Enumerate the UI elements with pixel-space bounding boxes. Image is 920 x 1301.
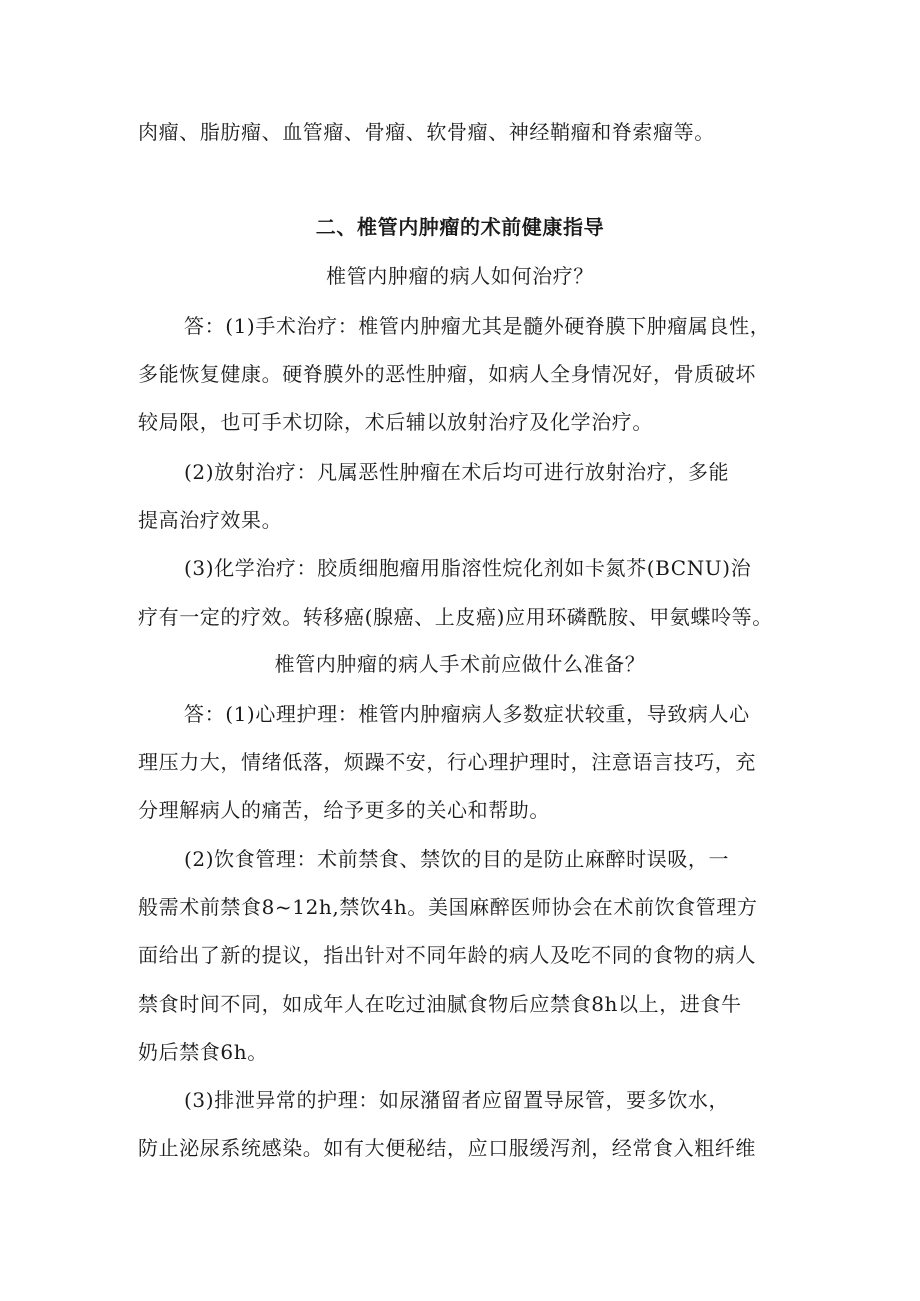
- q2-answer-2-line-2: 般需术前禁食8~12h,禁饮4h。美国麻醉医师协会在术前饮食管理方: [138, 895, 758, 919]
- q1-answer-1-line-2: 多能恢复健康。硬脊膜外的恶性肿瘤，如病人全身情况好，骨质破坏: [138, 362, 756, 386]
- q2-answer-2-line-1: (2)饮食管理：术前禁食、禁饮的目的是防止麻醉时误吸，一: [184, 847, 730, 871]
- q2-answer-2-line-3: 面给出了新的提议，指出针对不同年龄的病人及吃不同的食物的病人: [138, 943, 756, 967]
- q2-answer-3-line-1: (3)排泄异常的护理：如尿潴留者应留置导尿管，要多饮水，: [184, 1088, 730, 1112]
- q2-answer-1-line-3: 分理解病人的痛苦，给予更多的关心和帮助。: [138, 798, 550, 822]
- q1-answer-3-line-2: 疗有一定的疗效。转移癌(腺癌、上皮癌)应用环磷酰胺、甲氨蝶呤等。: [138, 605, 773, 629]
- q2-answer-2-line-4: 禁食时间不同，如成年人在吃过油腻食物后应禁食8h以上，进食牛: [138, 992, 742, 1016]
- q2-answer-1-line-1: 答：(1)心理护理：椎管内肿瘤病人多数症状较重，导致病人心: [184, 702, 750, 726]
- section-title: 二、椎管内肿瘤的术前健康指导: [315, 215, 605, 239]
- q1-answer-2-line-2: 提高治疗效果。: [138, 508, 283, 532]
- question-2: 椎管内肿瘤的病人手术前应做什么准备？: [274, 652, 646, 676]
- q1-answer-3-line-1: (3)化学治疗：胶质细胞瘤用脂溶性烷化剂如卡氮芥(BCNU)治: [184, 556, 752, 580]
- q1-answer-1-line-3: 较局限，也可手术切除，术后辅以放射治疗及化学治疗。: [138, 410, 653, 434]
- q2-answer-3-line-2: 防止泌尿系统感染。如有大便秘结，应口服缓泻剂，经常食入粗纤维: [138, 1136, 756, 1160]
- intro-line: 肉瘤、脂肪瘤、血管瘤、骨瘤、软骨瘤、神经鞘瘤和脊索瘤等。: [138, 120, 715, 144]
- q2-answer-1-line-2: 理压力大，情绪低落，烦躁不安，行心理护理时，注意语言技巧，充: [138, 750, 756, 774]
- question-1: 椎管内肿瘤的病人如何治疗？: [326, 264, 594, 288]
- q1-answer-1-line-1: 答：(1)手术治疗：椎管内肿瘤尤其是髓外硬脊膜下肿瘤属良性，: [184, 314, 771, 338]
- q2-answer-2-line-5: 奶后禁食6h。: [138, 1040, 268, 1064]
- q1-answer-2-line-1: (2)放射治疗：凡属恶性肿瘤在术后均可进行放射治疗，多能: [184, 460, 730, 484]
